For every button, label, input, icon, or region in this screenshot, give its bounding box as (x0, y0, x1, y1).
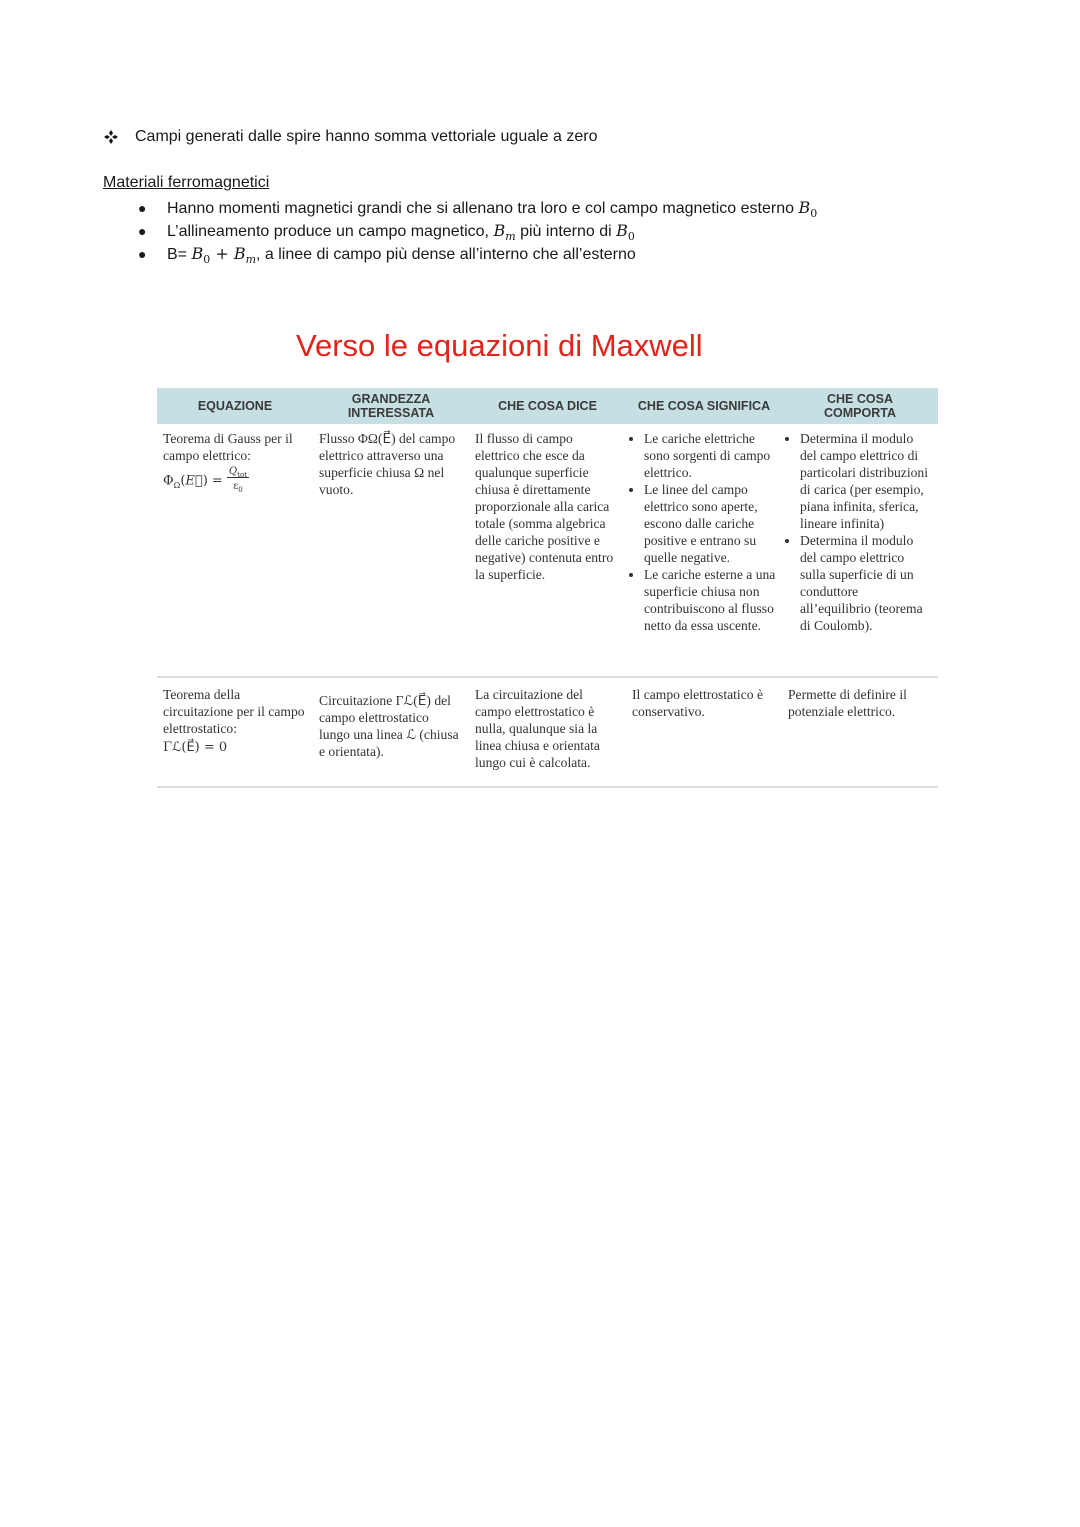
circuitation-formula: Γℒ(E⃗) = 0 (163, 740, 228, 755)
list-item-text: Hanno momenti magnetici grandi che si allenano tra loro e col campo magnetico esterno $B_0$ (167, 198, 818, 221)
list-item: • Le linee del campo elettrico sono aperte, escono dalle cariche positive e entrano su quelle negative. (644, 481, 776, 566)
bullet-dot-icon: ● (138, 246, 147, 262)
list-item: • Le cariche esterne a una superficie chiusa non contribuiscono al flusso netto da essa uscente. (644, 566, 776, 634)
list-item (138, 198, 817, 221)
ferro-list (138, 198, 817, 267)
table-row (157, 677, 938, 787)
note-bullet (103, 128, 597, 146)
list-item-text: L’allineamento produce un campo magnetico, $B_m$ più interno di $B_0$ (167, 221, 635, 244)
cell-comporta (782, 424, 938, 677)
cell-equazione: Teorema di Gauss per il campo elettrico: $\Phi_\Omega(E⃗) = \frac{Q_{tot}}{\varepsilon_0}$ (157, 424, 313, 677)
section-heading: Materiali ferromagnetici (103, 174, 270, 191)
cell-grandezza: Flusso ΦΩ(E⃗) del campo elettrico attraverso una superficie chiusa Ω nel vuoto. (313, 424, 469, 677)
cell-grandezza: Circuitazione Γℒ(E⃗) del campo elettrostatico lungo una linea ℒ (chiusa e orientata). (313, 677, 469, 787)
table-row (157, 424, 938, 677)
list-item: • Determina il modulo del campo elettrico di particolari distribuzioni di carica (per esempio, piana infinita, sferica, lineare infinita) (800, 430, 932, 532)
list-item-text: $B= B_0 + B_m$, a linee di campo più dense all’interno che all’esterno (167, 244, 636, 267)
cell-comporta: Permette di definire il potenziale elettrico. (782, 677, 938, 787)
bullet-dot-icon: ● (138, 223, 147, 239)
list-item: • Le cariche elettriche sono sorgenti di campo elettrico. (644, 430, 776, 481)
header-cell: GRANDEZZA INTERESSATA (313, 388, 469, 424)
list-item (138, 221, 817, 244)
cell-significa: Il campo elettrostatico è conservativo. (626, 677, 782, 787)
bullet-dot-icon: ● (138, 200, 147, 216)
header-cell: EQUAZIONE (157, 388, 313, 424)
maxwell-table (157, 388, 938, 788)
header-cell: CHE COSA DICE (469, 388, 626, 424)
diamond-bullet-icon (103, 129, 119, 145)
list-item: • Determina il modulo del campo elettrico sulla superficie di un conduttore all’equilibrio (teorema di Coulomb). (800, 532, 932, 634)
header-cell: CHE COSA SIGNIFICA (626, 388, 782, 424)
table-header-row (157, 388, 938, 424)
note-bullet-text: Campi generati dalle spire hanno somma vettoriale uguale a zero (135, 128, 598, 145)
figure-title: Verso le equazioni di Maxwell (296, 328, 703, 363)
cell-equazione: Teorema della circuitazione per il campo elettrostatico: Γℒ(E⃗) = 0 (157, 677, 313, 787)
list-item (138, 244, 817, 267)
gauss-formula: $\Phi_\Omega(E⃗) = \frac{Q_{tot}}{\varepsilon_0}$ (163, 466, 247, 494)
cell-dice: Il flusso di campo elettrico che esce da qualunque superficie chiusa è direttamente proporzionale alla carica totale (somma algebrica delle cariche positive e negative) contenuta entro la superficie. (469, 424, 626, 677)
cell-dice: La circuitazione del campo elettrostatico è nulla, qualunque sia la linea chiusa e orientata lungo cui è calcolata. (469, 677, 626, 787)
header-cell: CHE COSA COMPORTA (782, 388, 938, 424)
cell-significa (626, 424, 782, 677)
